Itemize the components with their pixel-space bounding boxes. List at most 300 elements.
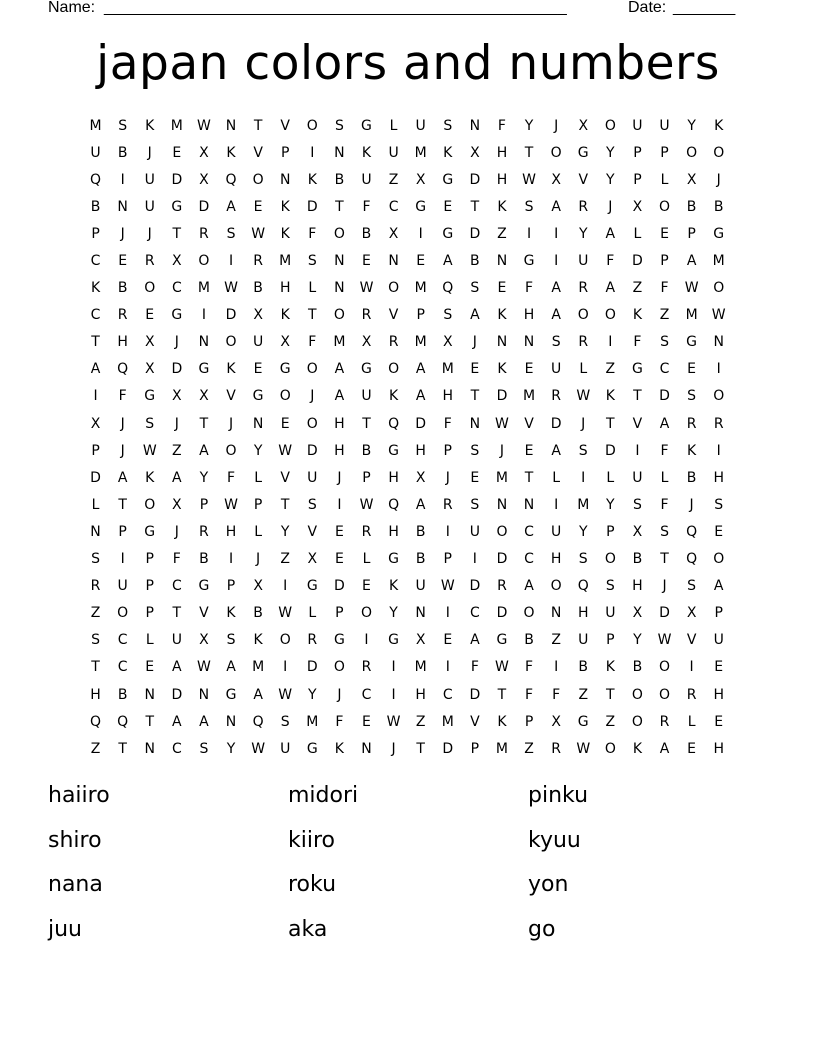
grid-letter[interactable]: K — [90, 280, 101, 297]
grid-letter[interactable]: T — [335, 198, 344, 215]
grid-letter[interactable]: A — [659, 740, 670, 757]
grid-letter[interactable]: T — [606, 415, 615, 432]
grid-letter[interactable]: A — [686, 253, 697, 270]
grid-letter[interactable]: U — [469, 523, 480, 540]
grid-letter[interactable]: G — [686, 334, 698, 351]
grid-letter[interactable]: G — [198, 361, 210, 378]
grid-letter[interactable]: O — [713, 144, 725, 161]
grid-letter[interactable]: B — [686, 469, 697, 486]
grid-letter[interactable]: S — [199, 740, 209, 757]
grid-letter[interactable]: E — [714, 659, 724, 676]
grid-letter[interactable]: S — [226, 632, 236, 649]
grid-letter[interactable]: T — [118, 740, 127, 757]
grid-letter[interactable]: O — [659, 686, 671, 703]
grid-letter[interactable]: K — [497, 361, 507, 378]
grid-letter[interactable]: E — [687, 361, 697, 378]
grid-letter[interactable]: L — [308, 605, 317, 622]
grid-letter[interactable]: I — [120, 171, 125, 188]
grid-letter[interactable]: K — [280, 307, 290, 324]
grid-letter[interactable]: X — [307, 551, 318, 568]
grid-letter[interactable]: L — [308, 280, 317, 297]
grid-letter[interactable]: I — [418, 225, 423, 242]
grid-letter[interactable]: K — [253, 632, 263, 649]
grid-letter[interactable]: W — [711, 307, 726, 324]
grid-letter[interactable]: Y — [308, 686, 317, 703]
grid-letter[interactable]: I — [120, 551, 125, 568]
grid-letter[interactable]: Z — [90, 605, 101, 622]
grid-letter[interactable]: R — [578, 280, 589, 297]
grid-letter[interactable]: H — [415, 686, 426, 703]
grid-letter[interactable]: K — [443, 144, 453, 161]
grid-letter[interactable]: R — [199, 225, 209, 242]
grid-letter[interactable]: Z — [659, 307, 670, 324]
grid-letter[interactable]: G — [333, 632, 345, 649]
grid-letter[interactable]: D — [198, 198, 210, 215]
grid-letter[interactable]: K — [632, 740, 643, 757]
grid-letter[interactable]: H — [550, 551, 562, 568]
grid-letter[interactable]: H — [388, 469, 399, 486]
grid-letter[interactable]: U — [659, 117, 670, 134]
grid-letter[interactable]: Y — [226, 740, 236, 757]
grid-letter[interactable]: T — [172, 605, 182, 622]
grid-letter[interactable]: S — [578, 551, 588, 568]
grid-letter[interactable]: I — [554, 659, 559, 676]
grid-letter[interactable]: A — [415, 361, 426, 378]
grid-letter[interactable]: D — [659, 388, 670, 405]
grid-letter[interactable]: T — [416, 740, 425, 757]
grid-letter[interactable]: T — [524, 469, 534, 486]
grid-letter[interactable]: D — [334, 578, 345, 595]
grid-letter[interactable]: U — [632, 117, 643, 134]
grid-letter[interactable]: W — [440, 578, 455, 595]
grid-letter[interactable]: B — [713, 198, 724, 215]
grid-letter[interactable]: M — [414, 144, 427, 161]
grid-letter[interactable]: L — [362, 551, 371, 568]
grid-letter[interactable]: R — [713, 415, 724, 432]
grid-letter[interactable]: J — [445, 469, 450, 486]
grid-letter[interactable]: N — [361, 740, 372, 757]
grid-letter[interactable]: B — [578, 659, 589, 676]
grid-letter[interactable]: H — [225, 523, 237, 540]
grid-letter[interactable]: A — [117, 469, 128, 486]
grid-letter[interactable]: R — [361, 523, 372, 540]
grid-letter[interactable]: X — [172, 253, 182, 270]
grid-letter[interactable]: C — [171, 578, 182, 595]
grid-letter[interactable]: N — [144, 686, 155, 703]
grid-letter[interactable]: L — [660, 171, 669, 188]
grid-letter[interactable]: G — [144, 523, 156, 540]
grid-letter[interactable]: A — [415, 388, 426, 405]
grid-letter[interactable]: T — [470, 198, 480, 215]
grid-letter[interactable]: V — [686, 632, 697, 649]
grid-letter[interactable]: T — [91, 334, 100, 351]
grid-letter[interactable]: D — [469, 225, 481, 242]
grid-letter[interactable]: F — [660, 280, 669, 297]
grid-letter[interactable]: Q — [90, 171, 102, 188]
grid-letter[interactable]: I — [364, 632, 369, 649]
grid-letter[interactable]: H — [279, 280, 291, 297]
grid-letter[interactable]: R — [551, 740, 561, 757]
grid-letter[interactable]: S — [632, 496, 642, 513]
grid-letter[interactable]: H — [117, 334, 128, 351]
grid-letter[interactable]: T — [199, 415, 209, 432]
grid-letter[interactable]: D — [496, 388, 508, 405]
grid-letter[interactable]: P — [660, 253, 669, 270]
grid-letter[interactable]: Q — [388, 415, 400, 432]
grid-letter[interactable]: Q — [686, 523, 698, 540]
grid-letter[interactable]: W — [278, 605, 293, 622]
grid-letter[interactable]: U — [713, 632, 724, 649]
grid-letter[interactable]: N — [496, 334, 508, 351]
grid-letter[interactable]: B — [470, 253, 480, 270]
grid-letter[interactable]: L — [687, 713, 696, 730]
grid-letter[interactable]: M — [441, 361, 454, 378]
grid-letter[interactable]: J — [689, 496, 694, 513]
grid-letter[interactable]: W — [684, 280, 699, 297]
grid-letter[interactable]: V — [632, 415, 643, 432]
grid-letter[interactable]: H — [713, 740, 724, 757]
grid-letter[interactable]: O — [333, 307, 345, 324]
grid-letter[interactable]: N — [252, 415, 264, 432]
grid-letter[interactable]: H — [713, 469, 724, 486]
grid-letter[interactable]: D — [171, 361, 183, 378]
grid-letter[interactable]: F — [470, 659, 479, 676]
grid-letter[interactable]: F — [226, 469, 236, 486]
grid-letter[interactable]: K — [632, 307, 643, 324]
grid-letter[interactable]: I — [445, 605, 450, 622]
grid-letter[interactable]: A — [442, 253, 453, 270]
grid-letter[interactable]: F — [552, 686, 561, 703]
grid-letter[interactable]: P — [606, 632, 615, 649]
grid-letter[interactable]: X — [551, 713, 561, 730]
grid-letter[interactable]: J — [174, 523, 179, 540]
grid-letter[interactable]: K — [497, 198, 507, 215]
grid-letter[interactable]: R — [578, 334, 589, 351]
grid-letter[interactable]: X — [632, 198, 643, 215]
grid-letter[interactable]: L — [579, 361, 588, 378]
grid-letter[interactable]: F — [362, 198, 371, 215]
grid-letter[interactable]: F — [606, 253, 615, 270]
grid-letter[interactable]: M — [495, 469, 508, 486]
grid-letter[interactable]: G — [388, 442, 399, 459]
grid-letter[interactable]: F — [525, 686, 534, 703]
grid-letter[interactable]: O — [631, 713, 643, 730]
grid-letter[interactable]: G — [144, 388, 156, 405]
grid-letter[interactable]: O — [631, 686, 643, 703]
grid-letter[interactable]: S — [578, 442, 588, 459]
grid-letter[interactable]: I — [716, 442, 721, 459]
grid-letter[interactable]: O — [604, 740, 616, 757]
grid-letter[interactable]: X — [415, 171, 426, 188]
grid-letter[interactable]: X — [199, 632, 209, 649]
grid-letter[interactable]: N — [279, 171, 291, 188]
grid-letter[interactable]: R — [361, 307, 372, 324]
grid-letter[interactable]: S — [118, 117, 128, 134]
grid-letter[interactable]: P — [714, 605, 723, 622]
grid-letter[interactable]: T — [660, 551, 669, 568]
grid-letter[interactable]: I — [581, 469, 586, 486]
grid-letter[interactable]: A — [551, 198, 561, 215]
grid-letter[interactable]: X — [632, 605, 643, 622]
grid-letter[interactable]: I — [283, 659, 288, 676]
grid-letter[interactable]: L — [145, 632, 154, 649]
grid-letter[interactable]: T — [606, 686, 615, 703]
grid-letter[interactable]: D — [306, 442, 318, 459]
grid-letter[interactable]: S — [524, 198, 534, 215]
grid-letter[interactable]: B — [253, 605, 263, 622]
grid-letter[interactable]: N — [713, 334, 724, 351]
grid-letter[interactable]: T — [172, 225, 182, 242]
grid-letter[interactable]: E — [443, 198, 453, 215]
grid-letter[interactable]: E — [172, 144, 182, 161]
grid-letter[interactable]: G — [252, 388, 264, 405]
grid-letter[interactable]: J — [391, 740, 396, 757]
grid-letter[interactable]: Z — [632, 280, 643, 297]
grid-letter[interactable]: T — [633, 388, 642, 405]
grid-letter[interactable]: O — [604, 551, 616, 568]
grid-letter[interactable]: J — [120, 415, 125, 432]
grid-letter[interactable]: N — [523, 496, 535, 513]
grid-letter[interactable]: F — [525, 280, 534, 297]
grid-letter[interactable]: F — [633, 334, 642, 351]
grid-letter[interactable]: U — [388, 144, 399, 161]
grid-letter[interactable]: X — [90, 415, 101, 432]
grid-letter[interactable]: I — [228, 253, 234, 270]
grid-letter[interactable]: U — [415, 117, 426, 134]
grid-letter[interactable]: R — [253, 253, 263, 270]
grid-letter[interactable]: N — [469, 415, 481, 432]
grid-letter[interactable]: H — [442, 388, 454, 405]
grid-letter[interactable]: R — [117, 307, 128, 324]
grid-letter[interactable]: A — [90, 361, 101, 378]
grid-letter[interactable]: U — [551, 361, 562, 378]
grid-letter[interactable]: E — [362, 253, 371, 270]
grid-letter[interactable]: S — [91, 551, 100, 568]
grid-letter[interactable]: D — [604, 442, 616, 459]
grid-letter[interactable]: A — [172, 469, 182, 486]
grid-letter[interactable]: A — [415, 496, 426, 513]
grid-letter[interactable]: A — [551, 442, 561, 459]
grid-letter[interactable]: M — [414, 659, 427, 676]
grid-letter[interactable]: X — [442, 334, 453, 351]
grid-letter[interactable]: I — [554, 496, 559, 513]
grid-letter[interactable]: U — [578, 632, 589, 649]
grid-letter[interactable]: U — [90, 144, 101, 161]
grid-letter[interactable]: D — [90, 469, 101, 486]
grid-letter[interactable]: S — [551, 334, 561, 351]
grid-letter[interactable]: O — [225, 334, 237, 351]
grid-letter[interactable]: O — [306, 117, 318, 134]
grid-letter[interactable]: H — [90, 686, 101, 703]
grid-letter[interactable]: Z — [172, 442, 182, 459]
grid-letter[interactable]: G — [388, 632, 399, 649]
grid-letter[interactable]: J — [499, 442, 505, 459]
grid-letter[interactable]: C — [659, 361, 670, 378]
grid-letter[interactable]: T — [145, 713, 155, 730]
grid-letter[interactable]: O — [198, 253, 210, 270]
grid-letter[interactable]: A — [253, 686, 263, 703]
grid-letter[interactable]: W — [251, 225, 266, 242]
grid-letter[interactable]: G — [415, 198, 427, 215]
grid-letter[interactable]: A — [172, 713, 182, 730]
grid-letter[interactable]: M — [495, 740, 508, 757]
grid-letter[interactable]: R — [442, 496, 453, 513]
grid-letter[interactable]: J — [608, 198, 613, 215]
grid-letter[interactable]: H — [496, 144, 508, 161]
grid-letter[interactable]: Y — [687, 117, 696, 134]
grid-letter[interactable]: Y — [253, 442, 263, 459]
grid-letter[interactable]: S — [687, 578, 697, 595]
grid-letter[interactable]: O — [252, 171, 264, 188]
grid-letter[interactable]: D — [632, 253, 643, 270]
grid-letter[interactable]: B — [415, 551, 426, 568]
grid-letter[interactable]: B — [199, 551, 209, 568]
grid-letter[interactable]: S — [660, 334, 669, 351]
name-line[interactable]: ____________________________________________________ — [104, 0, 567, 16]
grid-letter[interactable]: E — [118, 253, 128, 270]
grid-letter[interactable]: G — [171, 307, 183, 324]
grid-letter[interactable]: C — [117, 659, 128, 676]
grid-letter[interactable]: E — [497, 280, 507, 297]
grid-letter[interactable]: N — [334, 144, 345, 161]
grid-letter[interactable]: A — [226, 198, 236, 215]
grid-letter[interactable]: R — [307, 632, 318, 649]
grid-letter[interactable]: E — [687, 740, 697, 757]
grid-letter[interactable]: S — [470, 280, 480, 297]
grid-letter[interactable]: P — [253, 496, 263, 513]
grid-letter[interactable]: Z — [497, 225, 507, 242]
grid-letter[interactable]: Q — [577, 578, 589, 595]
grid-letter[interactable]: P — [91, 442, 100, 459]
grid-letter[interactable]: L — [552, 469, 561, 486]
grid-letter[interactable]: F — [172, 551, 181, 568]
grid-letter[interactable]: A — [334, 361, 345, 378]
grid-letter[interactable]: M — [441, 713, 454, 730]
grid-letter[interactable]: W — [359, 496, 374, 513]
grid-letter[interactable]: P — [199, 496, 209, 513]
grid-letter[interactable]: N — [198, 686, 210, 703]
grid-letter[interactable]: G — [496, 632, 508, 649]
grid-letter[interactable]: R — [90, 578, 101, 595]
grid-letter[interactable]: A — [334, 388, 345, 405]
grid-letter[interactable]: U — [171, 632, 182, 649]
grid-letter[interactable]: M — [414, 280, 427, 297]
grid-letter[interactable]: U — [144, 198, 155, 215]
grid-letter[interactable]: O — [604, 307, 616, 324]
grid-letter[interactable]: K — [714, 117, 724, 134]
grid-letter[interactable]: J — [662, 578, 667, 595]
grid-letter[interactable]: G — [442, 171, 454, 188]
grid-letter[interactable]: J — [174, 415, 179, 432]
grid-letter[interactable]: C — [361, 686, 372, 703]
grid-letter[interactable]: L — [660, 469, 669, 486]
grid-letter[interactable]: N — [90, 523, 101, 540]
grid-letter[interactable]: J — [120, 442, 125, 459]
grid-letter[interactable]: K — [605, 659, 615, 676]
grid-letter[interactable]: P — [687, 225, 696, 242]
grid-letter[interactable]: X — [415, 469, 426, 486]
grid-letter[interactable]: G — [198, 578, 210, 595]
grid-letter[interactable]: U — [415, 578, 426, 595]
grid-letter[interactable]: I — [689, 659, 694, 676]
grid-letter[interactable]: N — [550, 605, 562, 622]
grid-letter[interactable]: M — [197, 280, 210, 297]
grid-letter[interactable]: I — [201, 307, 206, 324]
grid-letter[interactable]: W — [657, 632, 672, 649]
grid-letter[interactable]: K — [497, 307, 507, 324]
grid-letter[interactable]: O — [713, 280, 725, 297]
grid-letter[interactable]: I — [554, 225, 559, 242]
grid-letter[interactable]: X — [686, 605, 697, 622]
grid-letter[interactable]: W — [359, 280, 374, 297]
grid-letter[interactable]: D — [496, 551, 508, 568]
grid-letter[interactable]: B — [90, 198, 101, 215]
grid-letter[interactable]: S — [605, 578, 615, 595]
grid-letter[interactable]: I — [445, 523, 450, 540]
grid-letter[interactable]: P — [145, 605, 154, 622]
grid-letter[interactable]: Z — [90, 740, 101, 757]
grid-letter[interactable]: P — [660, 144, 669, 161]
grid-letter[interactable]: W — [278, 686, 293, 703]
grid-letter[interactable]: J — [174, 334, 179, 351]
grid-letter[interactable]: C — [171, 740, 182, 757]
grid-letter[interactable]: C — [524, 551, 534, 568]
grid-letter[interactable]: P — [633, 144, 642, 161]
grid-letter[interactable]: J — [228, 415, 234, 432]
grid-letter[interactable]: X — [388, 225, 399, 242]
grid-letter[interactable]: S — [91, 632, 100, 649]
grid-letter[interactable]: E — [362, 713, 371, 730]
grid-letter[interactable]: S — [226, 225, 236, 242]
grid-letter[interactable]: W — [197, 117, 211, 134]
grid-letter[interactable]: X — [253, 578, 263, 595]
grid-letter[interactable]: O — [144, 496, 156, 513]
grid-letter[interactable]: K — [388, 388, 399, 405]
grid-letter[interactable]: T — [308, 307, 317, 324]
grid-letter[interactable]: D — [415, 415, 427, 432]
grid-letter[interactable]: F — [497, 117, 506, 134]
grid-letter[interactable]: T — [470, 388, 480, 405]
grid-letter[interactable]: E — [145, 307, 155, 324]
grid-letter[interactable]: A — [605, 225, 616, 242]
grid-letter[interactable]: U — [578, 253, 589, 270]
grid-letter[interactable]: M — [89, 117, 102, 134]
grid-letter[interactable]: J — [256, 551, 261, 568]
grid-letter[interactable]: G — [577, 144, 589, 161]
grid-letter[interactable]: A — [172, 659, 182, 676]
grid-letter[interactable]: K — [145, 469, 155, 486]
grid-letter[interactable]: E — [524, 361, 534, 378]
grid-letter[interactable]: O — [144, 280, 156, 297]
grid-letter[interactable]: H — [334, 442, 345, 459]
grid-letter[interactable]: O — [659, 198, 671, 215]
grid-letter[interactable]: B — [524, 632, 534, 649]
grid-letter[interactable]: G — [442, 225, 454, 242]
grid-letter[interactable]: G — [631, 361, 643, 378]
grid-letter[interactable]: K — [226, 144, 236, 161]
grid-letter[interactable]: D — [171, 171, 183, 188]
grid-letter[interactable]: A — [470, 307, 480, 324]
grid-letter[interactable]: H — [577, 605, 589, 622]
grid-letter[interactable]: D — [171, 686, 183, 703]
grid-letter[interactable]: I — [337, 496, 342, 513]
grid-letter[interactable]: R — [551, 388, 561, 405]
grid-letter[interactable]: T — [118, 496, 127, 513]
grid-letter[interactable]: L — [254, 523, 263, 540]
grid-letter[interactable]: L — [91, 496, 100, 513]
grid-letter[interactable]: V — [307, 523, 318, 540]
grid-letter[interactable]: M — [252, 659, 265, 676]
